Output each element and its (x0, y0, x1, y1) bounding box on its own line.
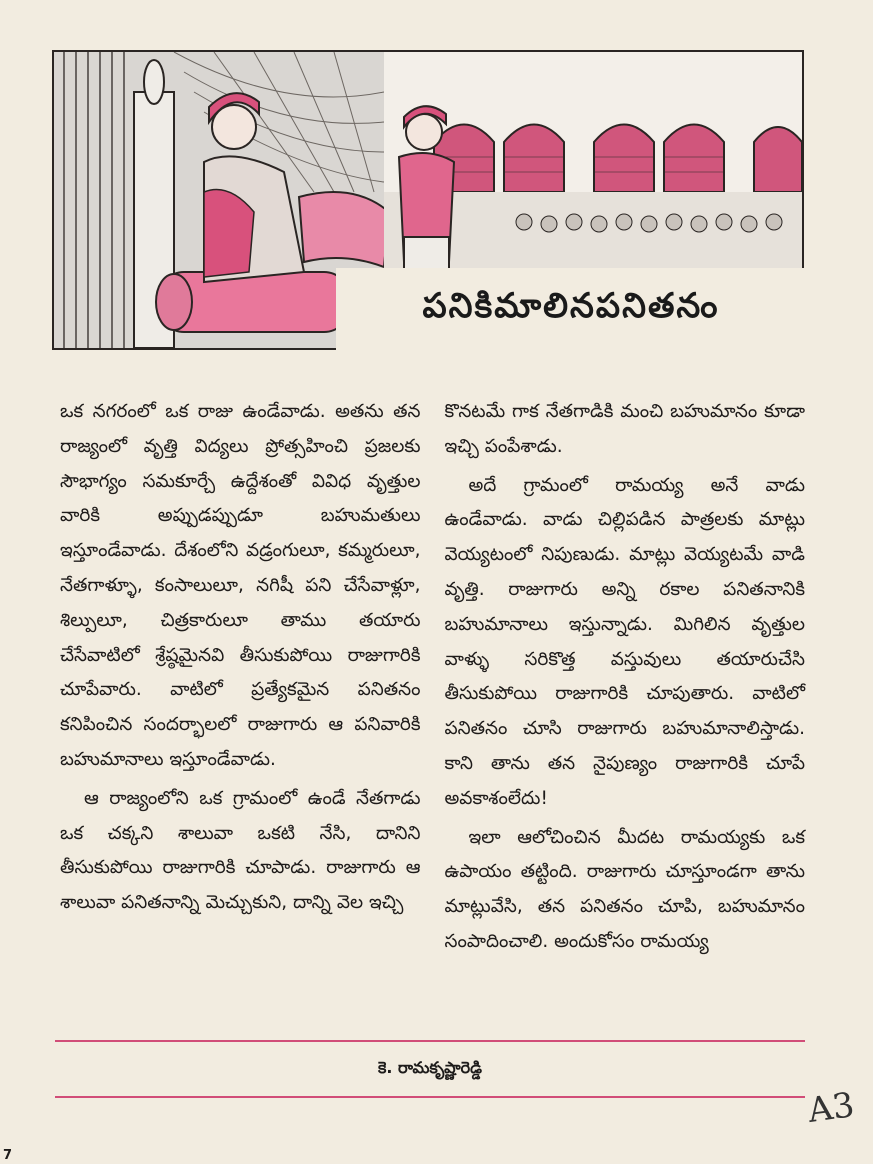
story-title: పనికిమాలినపనితనం (422, 286, 720, 326)
paragraph: అదే గ్రామంలో రామయ్య అనే వాడు ఉండేవాడు. వాడు చిల్లిపడిన పాత్రలకు మాట్లు వెయ్యటంలో నిపుణుడు. మాట్లు వెయ్యటమే వాడి వృత్తి. రాజుగారు అన్ని రకాల పనితనానికి బహుమానాలు ఇస్తున్నాడు. మిగిలిన వృత్తుల వాళ్ళు సరికొత్త వస్తువులు తయారుచేసి తీసుకుపోయి రాజుగారికి చూపుతారు. వాటిలో పనితనం చూసి రాజుగారు బహుమానాలిస్తాడు. కాని తాను తన నైపుణ్యం రాజుగారికి చూపే అవకాశంలేదు! (444, 474, 805, 809)
paragraph: ఆ రాజ్యంలోని ఒక గ్రామంలో ఉండే నేతగాడు ఒక చక్కని శాలువా ఒకటి నేసి, దానిని తీసుకుపోయి రాజుగారికి చూపాడు. రాజుగారు ఆ శాలువా పనితనాన్ని మెచ్చుకుని, దాన్ని వెల ఇచ్చి (60, 787, 421, 914)
paragraph: ఇలా ఆలోచించిన మీదట రామయ్యకు ఒక ఉపాయం తట్టింది. రాజుగారు చూస్తూండగా తాను మాట్లువేసి, తన పనితనం చూపి, బహుమానం సంపాదించాలి. అందుకోసం రామయ్య (444, 826, 805, 952)
right-column (445, 395, 806, 1030)
title-box (336, 268, 806, 352)
story-columns (60, 395, 805, 1030)
left-column (60, 395, 421, 1030)
paragraph: కొనటమే గాక నేతగాడికి మంచి బహుమానం కూడా ఇచ్చి పంపేశాడు. (444, 401, 805, 457)
bottom-divider (55, 1096, 805, 1098)
paragraph: ఒక నగరంలో ఒక రాజు ఉండేవాడు. అతను తన రాజ్యంలో వృత్తి విద్యలు ప్రోత్సహించి ప్రజలకు సౌభాగ్యం సమకూర్చే ఉద్దేశంతో వివిధ వృత్తుల వారికి అప్పుడప్పుడూ బహుమతులు ఇస్తూండేవాడు. దేశంలోని వడ్రంగులూ, కమ్మరులూ, నేతగాళ్ళూ, కంసాలులూ, నగిషీ పని చేసేవాళ్లూ, శిల్పులూ, చిత్రకారులూ తాము తయారు చేసేవాటిలో శ్రేష్ఠమైనవి తీసుకుపోయి రాజుగారికి చూపేవారు. వాటిలో ప్రత్యేకమైన పనితనం కనిపించిన సందర్భాలలో రాజుగారు ఆ పనివారికి బహుమానాలు ఇస్తూండేవాడు. (60, 401, 421, 770)
handwritten-mark: A3 (805, 1084, 857, 1132)
page-number: 7 (3, 1148, 13, 1163)
top-divider (55, 1040, 805, 1042)
author-byline: కె. రామకృష్ణారెడ్డి (377, 1058, 482, 1077)
